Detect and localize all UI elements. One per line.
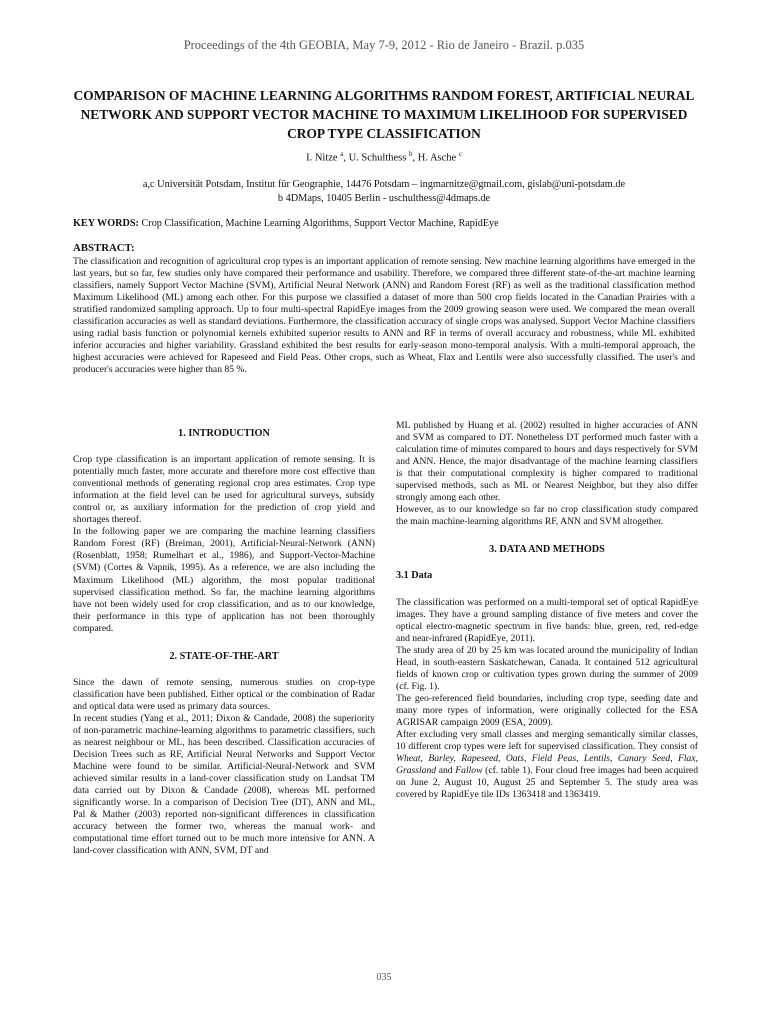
right-paragraph-2: However, as to our knowledge so far no crop classification study compared the main machine-learning algorithms RF, ANN and SVM altogether. bbox=[396, 504, 698, 528]
right-paragraph-1: ML published by Huang et al. (2002) resulted in higher accuracies of ANN and SVM as compared to DT. Nonetheless DT performed much faster with a calculation time of minutes compared to hours and days respectively for SVM and ANN. Hence, the major disadvantage of the machine learning classifiers is that their computational complexity is higher compared to traditional supervised methods, such as ML or Nearest Neighbor, but they also differ strongly among each other. bbox=[396, 420, 698, 504]
data-methods-heading: 3. DATA AND METHODS bbox=[489, 544, 605, 556]
data-subheading: 3.1 Data bbox=[396, 570, 433, 582]
abstract-text: The classification and recognition of agricultural crop types is an important application of remote sensing. New machine learning algorithms have emerged in the last years, but so far, few studies only have compared their performance and usability. Therefore, we compared three different state-of-the-art machine learning classifiers, namely Support Vector Machine (SVM), Artificial Neural Network (ANN) and Random Forest (RF) as well as the traditional classification method Maximum Likelihood (ML) among each other. For this purpose we classified a dataset of more than 500 crop fields located in the Canadian Prairies with a stratified randomized sampling approach. Up to four multi-spectral RapidEye images from the 2009 growing season were used. We compared the mean overall classification accuracies as well as standard deviations. Furthermore, the classification accuracy of single crops was analysed. Support Vector Machine classifiers using radial basis function or polynomial kernels exhibited superior results to ANN and RF in terms of overall accuracy and robustness, while ML exhibited inferior accuracies and higher variability. Grassland exhibited the best results for early-season mono-temporal analysis. With a multi-temporal approach, the highest accuracies were achieved for Rapeseed and Field Peas. Other crops, such as Wheat, Flax and Lentils were also successfully classified. The user's and producer's accuracies were higher than 85 %. bbox=[73, 256, 695, 376]
author-nitze: I. Nitze bbox=[306, 152, 338, 164]
sota-paragraph-1: Since the dawn of remote sensing, numerous studies on crop-type classification have been published. Either optical or the combination of Radar and optical data were used as primary data sources. bbox=[73, 676, 375, 712]
data-p4-end: (cf. table 1). Four cloud free images had been acquired on June 2, August 10, August 25 and September 5. The study area was covered by RapidEye tile IDs 1363418 and 1363419. bbox=[396, 765, 698, 801]
author-sup-b: b bbox=[408, 150, 413, 158]
data-paragraph-4 bbox=[396, 729, 698, 801]
paper-title: COMPARISON OF MACHINE LEARNING ALGORITHMS RANDOM FOREST, ARTIFICIAL NEURAL NETWORK AND SUPPORT VECTOR MACHINE TO MAXIMUM LIKELIHOOD FOR SUPERVISED CROP TYPE CLASSIFICATION bbox=[73, 88, 695, 141]
right-column bbox=[396, 420, 698, 801]
left-column bbox=[73, 420, 375, 858]
affiliation-4dmaps: b 4DMaps, 10405 Berlin - uschulthess@4dmaps.de bbox=[277, 193, 491, 204]
abstract-heading: ABSTRACT: bbox=[73, 242, 135, 254]
crop-fallow: Fallow bbox=[455, 765, 483, 777]
keywords-text: Crop Classification, Machine Learning Algorithms, Support Vector Machine, RapidEye bbox=[141, 218, 499, 229]
intro-paragraph-2: In the following paper we are comparing the machine learning classifiers Random Forest (RF) (Breiman, 2001), Artificial-Neural-Network (ANN) (Rosenblatt, 1958; Rumelhart et al., 1986), and Support-Vector-Machine (SVM) (Cortes & Vapnik, 1995). As a reference, we are also including the Maximum Likelihood (ML) algorithm, the most popular traditional supervised classification method. So far, the machine learning algorithms have not been widely used for crop classification, and as to our knowledge, their performance in this type of application has not been thoroughly compared. bbox=[73, 526, 375, 634]
keywords bbox=[73, 218, 699, 229]
state-of-the-art-heading: 2. STATE-OF-THE-ART bbox=[169, 650, 279, 662]
introduction-heading: 1. INTRODUCTION bbox=[178, 428, 270, 439]
intro-paragraph-1: Crop type classification is an important application of remote sensing. It is potentially much faster, more accurate and therefore more cost effective than conventional methods of generating regional crop area estimates. Crop type information at the field level can be used for agricultural surveys, subsidy control or, as auxiliary information for the prediction of crop yield and shortages thereof. bbox=[73, 454, 375, 526]
affiliations bbox=[40, 178, 728, 206]
page-number: 035 bbox=[376, 972, 392, 983]
data-paragraph-3: The geo-referenced field boundaries, including crop type, seeding date and many more types of information, were originally collected for the ESA AGRISAR campaign 2009 (ESA, 2009). bbox=[396, 692, 698, 728]
author-line: I. Nitze $^a$, U. Schulthess $^b$, H. Asche $^c$ bbox=[306, 150, 462, 164]
crop-list: Wheat, Barley, Rapeseed, Oats, Field Peas, Lentils, Canary Seed, Flax, Grassland bbox=[396, 753, 698, 777]
author-asche: H. Asche bbox=[417, 152, 457, 164]
proceedings-header: Proceedings of the 4th GEOBIA, May 7-9, 2012 - Rio de Janeiro - Brazil. p.035 bbox=[183, 38, 585, 52]
author-sup-a: a bbox=[340, 150, 344, 158]
data-paragraph-2: The study area of 20 by 25 km was located around the municipality of Indian Head, in south-eastern Saskatchewan, Canada. It contained 512 agricultural fields of known crop or cultivation types grown during the summer of 2009 (cf. Fig. 1). bbox=[396, 644, 698, 692]
author-sup-c: c bbox=[458, 150, 462, 158]
data-p4-start: After excluding very small classes and merging semantically similar classes, 10 different crop types were left for supervised classification. They consist of bbox=[396, 729, 698, 753]
data-p4-and: and bbox=[436, 765, 456, 777]
sota-paragraph-2: In recent studies (Yang et al., 2011; Dixon & Candade, 2008) the superiority of non-parametric machine-learning algorithms to parametric classifiers, such as nearest neighbour or ML, has been described. Classification accuracies of Decision Trees such as RF, Artificial Neural Networks and Support Vector Machine were found to be similar. Artificial-Neural-Network and SVM achieved similar results in a land-cover classification study on Landsat TM data carried out by Dixon & Candade (2008), whereas ML performed significantly worse. In a comparison of Decision Tree (DT), ANN and ML, Pal & Mather (2003) reported non-significant differences in classification accuracy between the former two, whereas the manual work- and computational time effort turned out to be much more intensive for ANN. A land-cover classification with ANN, SVM, DT and bbox=[73, 712, 375, 857]
affiliation-potsdam: a,c Universität Potsdam, Institut für Geographie, 14476 Potsdam – ingmarnitze@gmail.com, gislab@uni-potsdam.de bbox=[142, 179, 626, 190]
keywords-label: KEY WORDS: bbox=[73, 218, 139, 229]
data-paragraph-1: The classification was performed on a multi-temporal set of optical RapidEye images. They have a ground sampling distance of five meters and cover the optical electro-magnetic spectrum in five bands: blue, green, red, red-edge and near-infrared (RapidEye, 2011). bbox=[396, 596, 698, 644]
author-schulthess: U. Schulthess bbox=[348, 152, 407, 164]
